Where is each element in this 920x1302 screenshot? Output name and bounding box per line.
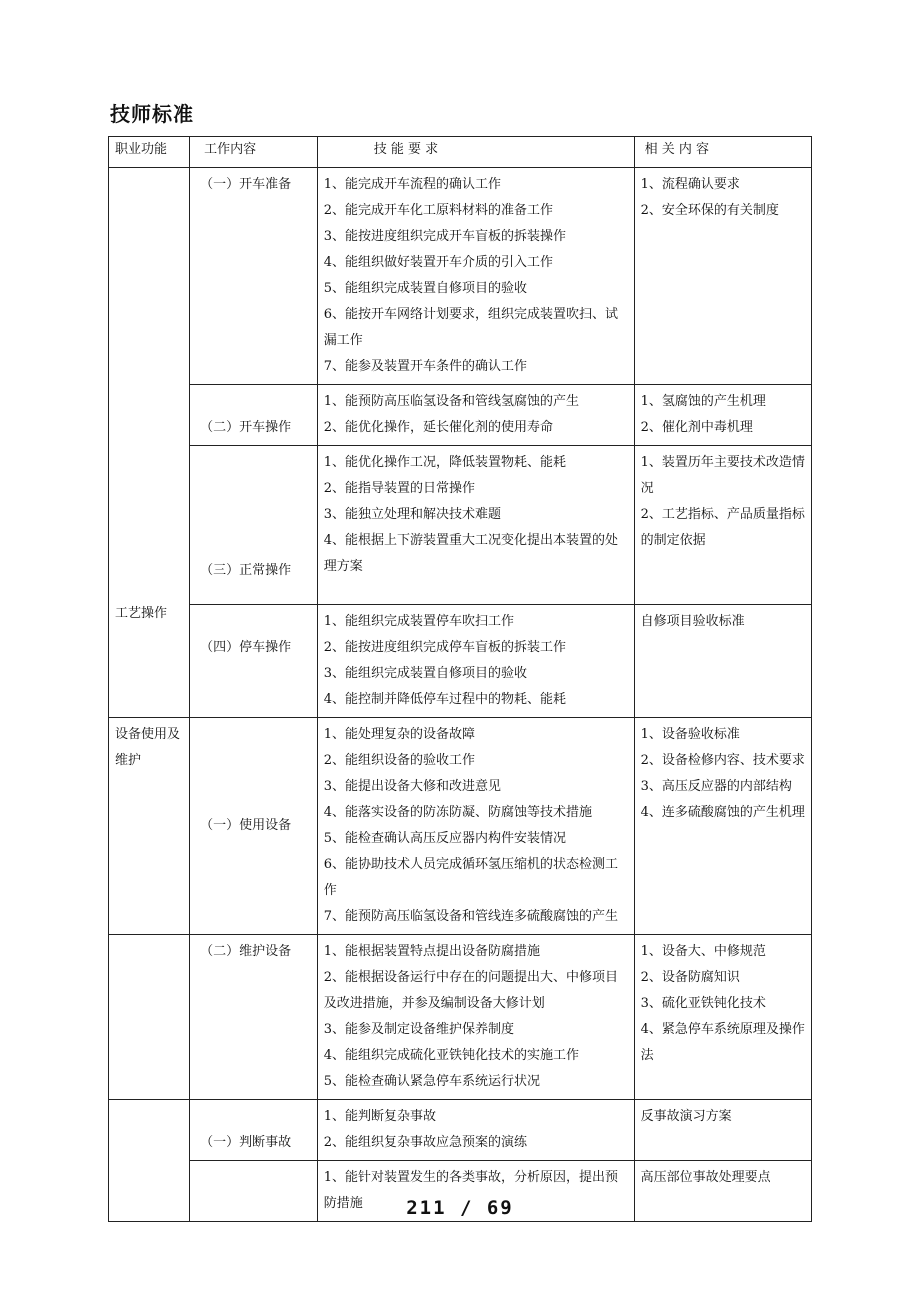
related-line: 自修项目验收标准 xyxy=(640,614,745,629)
related-line: 4、连多硫酸腐蚀的产生机理 xyxy=(640,805,805,820)
related-line: 2、催化剂中毒机理 xyxy=(640,420,753,435)
related-line: 4、紧急停车系统原理及操作法 xyxy=(640,1022,805,1063)
table-row xyxy=(109,935,812,1100)
skill-line: 4、能控制并降低停车过程中的物耗、能耗 xyxy=(323,692,566,707)
skill-line: 1、能预防高压临氢设备和管线氢腐蚀的产生 xyxy=(323,394,579,409)
related-line: 2、工艺指标、产品质量指标的制定依据 xyxy=(640,507,805,548)
function-label: 设备使用及维护 xyxy=(115,727,181,768)
skill-line: 4、能落实设备的防冻防凝、防腐蚀等技术措施 xyxy=(323,805,592,820)
skill-line: 2、能优化操作，延长催化剂的使用寿命 xyxy=(323,420,553,435)
related-line: 1、氢腐蚀的产生机理 xyxy=(640,394,766,409)
related-cell xyxy=(634,168,811,385)
skills-cell xyxy=(317,446,634,605)
related-line: 高压部位事故处理要点 xyxy=(640,1170,771,1185)
related-line: 1、设备大、中修规范 xyxy=(640,944,766,959)
table-row xyxy=(109,605,812,718)
skill-line: 2、能完成开车化工原料材料的准备工作 xyxy=(323,203,553,218)
content-cell: （二）开车操作 xyxy=(190,385,318,446)
related-cell xyxy=(634,385,811,446)
related-cell xyxy=(634,935,811,1100)
related-cell xyxy=(634,718,811,935)
table-row xyxy=(109,446,812,605)
content-cell: （一）开车准备 xyxy=(190,168,318,385)
table-row xyxy=(109,385,812,446)
skill-line: 2、能按进度组织完成停车盲板的拆装工作 xyxy=(323,640,566,655)
header-function: 职业功能 xyxy=(109,137,190,168)
skill-line: 7、能预防高压临氢设备和管线连多硫酸腐蚀的产生 xyxy=(323,909,618,924)
skill-line: 7、能参及装置开车条件的确认工作 xyxy=(323,359,527,374)
skill-line: 5、能检查确认高压反应器内构件安装情况 xyxy=(323,831,566,846)
table-row xyxy=(109,718,812,935)
skill-line: 1、能根据装置特点提出设备防腐措施 xyxy=(323,944,540,959)
header-content: 工作内容 xyxy=(190,137,318,168)
skill-line: 2、能指导装置的日常操作 xyxy=(323,481,475,496)
page-title: 技师标准 xyxy=(110,102,194,126)
table-row xyxy=(109,1100,812,1161)
related-line: 1、设备验收标准 xyxy=(640,727,740,742)
skills-cell xyxy=(317,605,634,718)
skill-line: 4、能组织完成硫化亚铁钝化技术的实施工作 xyxy=(323,1048,579,1063)
table-header-row xyxy=(109,137,812,168)
skill-line: 2、能根据设备运行中存在的问题提出大、中修项目及改进措施，并参及编制设备大修计划 xyxy=(323,970,618,1011)
header-related: 相 关 内 容 xyxy=(634,137,811,168)
skill-line: 3、能提出设备大修和改进意见 xyxy=(323,779,501,794)
related-cell xyxy=(634,605,811,718)
related-cell xyxy=(634,1100,811,1161)
skill-line: 3、能组织完成装置自修项目的验收 xyxy=(323,666,527,681)
standards-table xyxy=(108,136,812,1222)
content-cell: （三）正常操作 xyxy=(190,446,318,605)
skills-cell xyxy=(317,168,634,385)
skill-line: 3、能参及制定设备维护保养制度 xyxy=(323,1022,514,1037)
related-line: 3、硫化亚铁钝化技术 xyxy=(640,996,766,1011)
related-line: 1、装置历年主要技术改造情况 xyxy=(640,455,805,496)
skill-line: 5、能检查确认紧急停车系统运行状况 xyxy=(323,1074,540,1089)
related-line: 1、流程确认要求 xyxy=(640,177,740,192)
function-cell xyxy=(109,718,190,935)
skills-cell xyxy=(317,718,634,935)
skill-line: 4、能组织做好装置开车介质的引入工作 xyxy=(323,255,553,270)
table-row xyxy=(109,168,812,385)
skill-line: 3、能按进度组织完成开车盲板的拆装操作 xyxy=(323,229,566,244)
header-skills: 技 能 要 求 xyxy=(317,137,634,168)
related-line: 3、高压反应器的内部结构 xyxy=(640,779,792,794)
content-cell: （一）使用设备 xyxy=(190,718,318,935)
skill-line: 2、能组织复杂事故应急预案的演练 xyxy=(323,1135,527,1150)
skills-cell xyxy=(317,935,634,1100)
content-cell: （四）停车操作 xyxy=(190,605,318,718)
skill-line: 4、能根据上下游装置重大工况变化提出本装置的处理方案 xyxy=(323,533,618,574)
skill-line: 1、能处理复杂的设备故障 xyxy=(323,727,475,742)
skill-line: 2、能组织设备的验收工作 xyxy=(323,753,475,768)
skill-line: 6、能按开车网络计划要求，组织完成装置吹扫、试漏工作 xyxy=(323,307,618,348)
skill-line: 1、能组织完成装置停车吹扫工作 xyxy=(323,614,514,629)
skill-line: 5、能组织完成装置自修项目的验收 xyxy=(323,281,527,296)
skills-cell xyxy=(317,385,634,446)
related-line: 反事故演习方案 xyxy=(640,1109,732,1124)
related-line: 2、设备检修内容、技术要求 xyxy=(640,753,805,768)
skills-cell xyxy=(317,1100,634,1161)
page-number: 211 / 69 xyxy=(406,1197,514,1219)
skill-line: 1、能针对装置发生的各类事故，分析原因，提出预防措施 xyxy=(323,1170,618,1211)
related-line: 2、设备防腐知识 xyxy=(640,970,740,985)
related-cell xyxy=(634,446,811,605)
skill-line: 1、能完成开车流程的确认工作 xyxy=(323,177,501,192)
skill-line: 1、能优化操作工况，降低装置物耗、能耗 xyxy=(323,455,566,470)
content-cell: （一）判断事故 xyxy=(190,1100,318,1161)
content-cell: （二）维护设备 xyxy=(190,935,318,1100)
related-line: 2、安全环保的有关制度 xyxy=(640,203,779,218)
skill-line: 1、能判断复杂事故 xyxy=(323,1109,436,1124)
function-cell xyxy=(109,168,190,718)
skill-line: 3、能独立处理和解决技术难题 xyxy=(323,507,501,522)
function-label: 工艺操作 xyxy=(115,606,168,621)
skill-line: 6、能协助技术人员完成循环氢压缩机的状态检测工作 xyxy=(323,857,618,898)
function-cell xyxy=(109,935,190,1100)
